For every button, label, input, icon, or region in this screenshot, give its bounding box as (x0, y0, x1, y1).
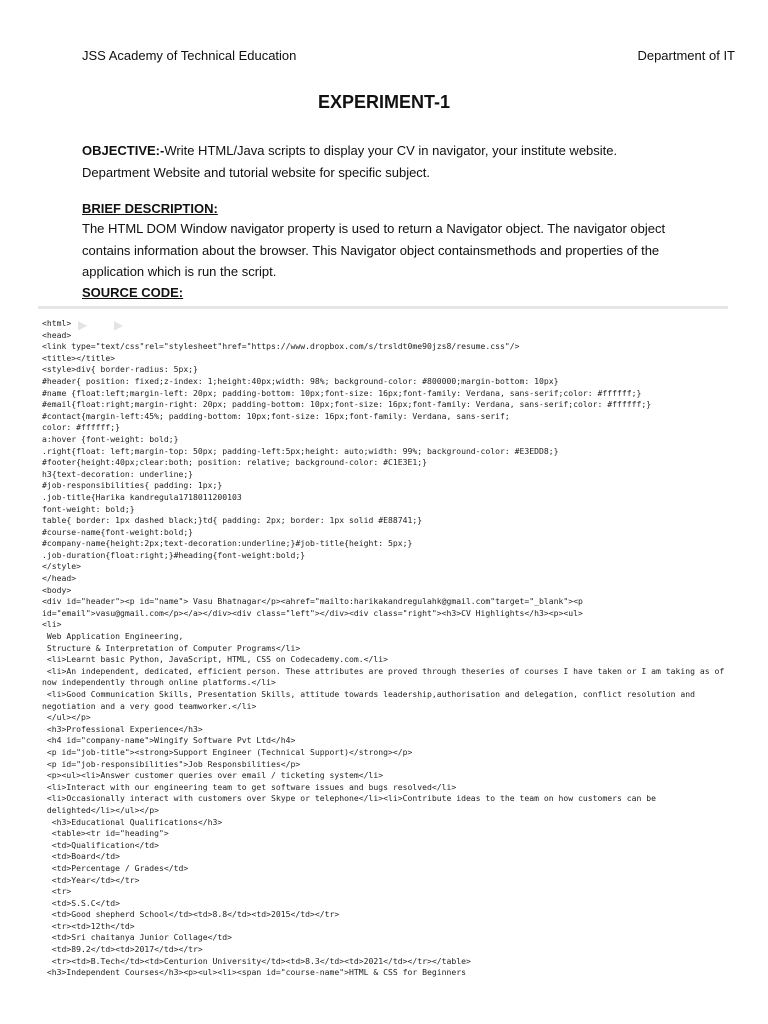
code-line: .right{float: left;margin-top: 50px; padding-left:5px;height: auto;width: 99%; background-color: #E3EDD8;} (42, 445, 559, 456)
brief-description-heading: BRIEF DESCRIPTION: (82, 201, 218, 216)
code-line: <td>S.S.C</td> (42, 897, 120, 908)
code-line: <li>An independent, dedicated, efficient person. These attributes are proved through theseries of courses I have taken or I am taking as of (42, 665, 725, 676)
code-line: <td>Percentage / Grades</td> (42, 862, 189, 873)
code-line: #job-responsibilities{ padding: 1px;} (42, 480, 223, 491)
code-line: Web Application Engineering, (42, 631, 184, 642)
page-header-right: Department of IT (637, 48, 735, 63)
code-line: <head> (42, 329, 72, 340)
code-line: <td>Good shepherd School</td><td>8.8</td><td>2015</td></tr> (42, 909, 340, 920)
brief-description-text: The HTML DOM Window navigator property is used to return a Navigator object. The navigator object contains information about the browser. This Navigator object containsmethods and properties of the application which is run the script. (82, 221, 666, 279)
code-line: .job-title{Harika kandregula1718011200103 (42, 491, 242, 502)
code-line: <tr><td>B.Tech</td><td>Centurion University</td><td>8.3</td><td>2021</td></tr></table> (42, 955, 471, 966)
code-line: Structure & Interpretation of Computer Programs</li> (42, 642, 301, 653)
objective-label: OBJECTIVE:- (82, 143, 165, 158)
code-line: #course-name{font-weight:bold;} (42, 526, 194, 537)
code-line: #company-name{height:2px;text-decoration:underline;}#job-title{height: 5px;} (42, 538, 413, 549)
page-header-left: JSS Academy of Technical Education (82, 48, 297, 63)
code-line: #name {float:left;margin-left: 20px; padding-bottom: 10px;font-size: 16px;font-family: Verdana, sans-serif;color: #ffffff;} (42, 387, 642, 398)
code-line: </head> (42, 573, 77, 584)
code-line: </ul></p> (42, 712, 91, 723)
code-line: color: #ffffff;} (42, 422, 120, 433)
source-code-heading: SOURCE CODE: (82, 285, 184, 300)
code-line: <p id="job-responsibilities">Job Responsbilities</p> (42, 758, 301, 769)
code-line: </style> (42, 561, 81, 572)
code-line: <li>Occasionally interact with customers over Skype or telephone</li><li>Contribute ideas to the team on how customers can be (42, 793, 656, 804)
code-line: <td>89.2</td><td>2017</td></tr> (42, 944, 203, 955)
code-line: <td>Qualification</td> (42, 839, 159, 850)
code-line: #contact{margin-left:45%; padding-bottom: 10px;font-size: 16px;font-family: Verdana, sans-serif; (42, 410, 510, 421)
code-block (38, 306, 728, 978)
code-line: <tr> (42, 886, 72, 897)
code-line: <link type="text/css"rel="stylesheet"href="https://www.dropbox.com/s/trsldt0me90jzs8/resume.css"/> (42, 341, 520, 352)
code-line: <div id="header"><p id="name"> Vasu Bhatnagar</p><ahref="mailto:harikakandregulahk@gmail.com"target="_blank"><p (42, 596, 583, 607)
code-line: <li>Learnt basic Python, JavaScript, HTML, CSS on Codecademy.com.</li> (42, 654, 388, 665)
code-line: <td>Year</td></tr> (42, 874, 140, 885)
code-line: <h4 id="company-name">Wingify Software Pvt Ltd</h4> (42, 735, 296, 746)
objective-paragraph (82, 140, 682, 183)
code-line: <li> (42, 619, 62, 630)
code-line: font-weight: bold;} (42, 503, 135, 514)
code-line: .job-duration{float:right;}#heading{font-weight:bold;} (42, 549, 306, 560)
code-line: <td>Sri chaitanya Junior Collage</td> (42, 932, 233, 943)
code-line: #email{float:right;margin-right: 20px; padding-bottom: 10px;font-size: 16px;font-family: Verdana, sans-serif;color: #ffffff;} (42, 399, 652, 410)
code-line: <tr><td>12th</td> (42, 920, 135, 931)
objective-text: Write HTML/Java scripts to display your CV in navigator, your institute website. Department Website and tutorial website for specific subject. (82, 143, 618, 180)
decorative-arrow-icon: ▶ (78, 318, 88, 332)
code-line: negotiation and a very good teamworker.</li> (42, 700, 257, 711)
code-line: <title></title> (42, 352, 116, 363)
code-listing (42, 318, 728, 979)
code-line: <p id="job-title"><strong>Support Engineer (Technical Support)</strong></p> (42, 746, 413, 757)
code-line: now independently through online platforms.</li> (42, 677, 276, 688)
code-line: #footer{height:40px;clear:both; position: relative; background-color: #C1E3E1;} (42, 457, 427, 468)
code-line: h3{text-decoration: underline;} (42, 468, 194, 479)
code-line: a:hover {font-weight: bold;} (42, 433, 179, 444)
decorative-arrow-icon: ▶ (114, 318, 124, 332)
code-line: <h3>Independent Courses</h3><p><ul><li><span id="course-name">HTML & CSS for Beginners (42, 967, 466, 978)
code-line: delighted</li></ul></p> (42, 804, 159, 815)
code-line: <style>div{ border-radius: 5px;} (42, 364, 198, 375)
code-line: id="email">vasu@gmail.com</p></a></div><div class="left"></div><div class="right"><h3>CV Highlights</h3><p><ul> (42, 607, 583, 618)
code-line: <html> (42, 318, 72, 328)
code-line: <td>Board</td> (42, 851, 120, 862)
code-line: <body> (42, 584, 72, 595)
code-line: <li>Interact with our engineering team to get software issues and bugs resolved</li> (42, 781, 457, 792)
code-line: <li>Good Communication Skills, Presentation Skills, attitude towards leadership,authorisation and delegation, conflict resolution and (42, 689, 695, 699)
code-line: table{ border: 1px dashed black;}td{ padding: 2px; border: 1px solid #E88741;} (42, 515, 423, 526)
code-line: #header{ position: fixed;z-index: 1;height:40px;width: 98%; background-color: #800000;margin-bottom: 10px} (42, 375, 559, 386)
page-title: EXPERIMENT-1 (317, 92, 451, 112)
code-line: <h3>Professional Experience</h3> (42, 723, 203, 734)
code-line: <p><ul><li>Answer customer queries over email / ticketing system</li> (42, 770, 384, 781)
code-line: <h3>Educational Qualifications</h3> (42, 816, 223, 827)
code-line: <table><tr id="heading"> (42, 828, 169, 839)
